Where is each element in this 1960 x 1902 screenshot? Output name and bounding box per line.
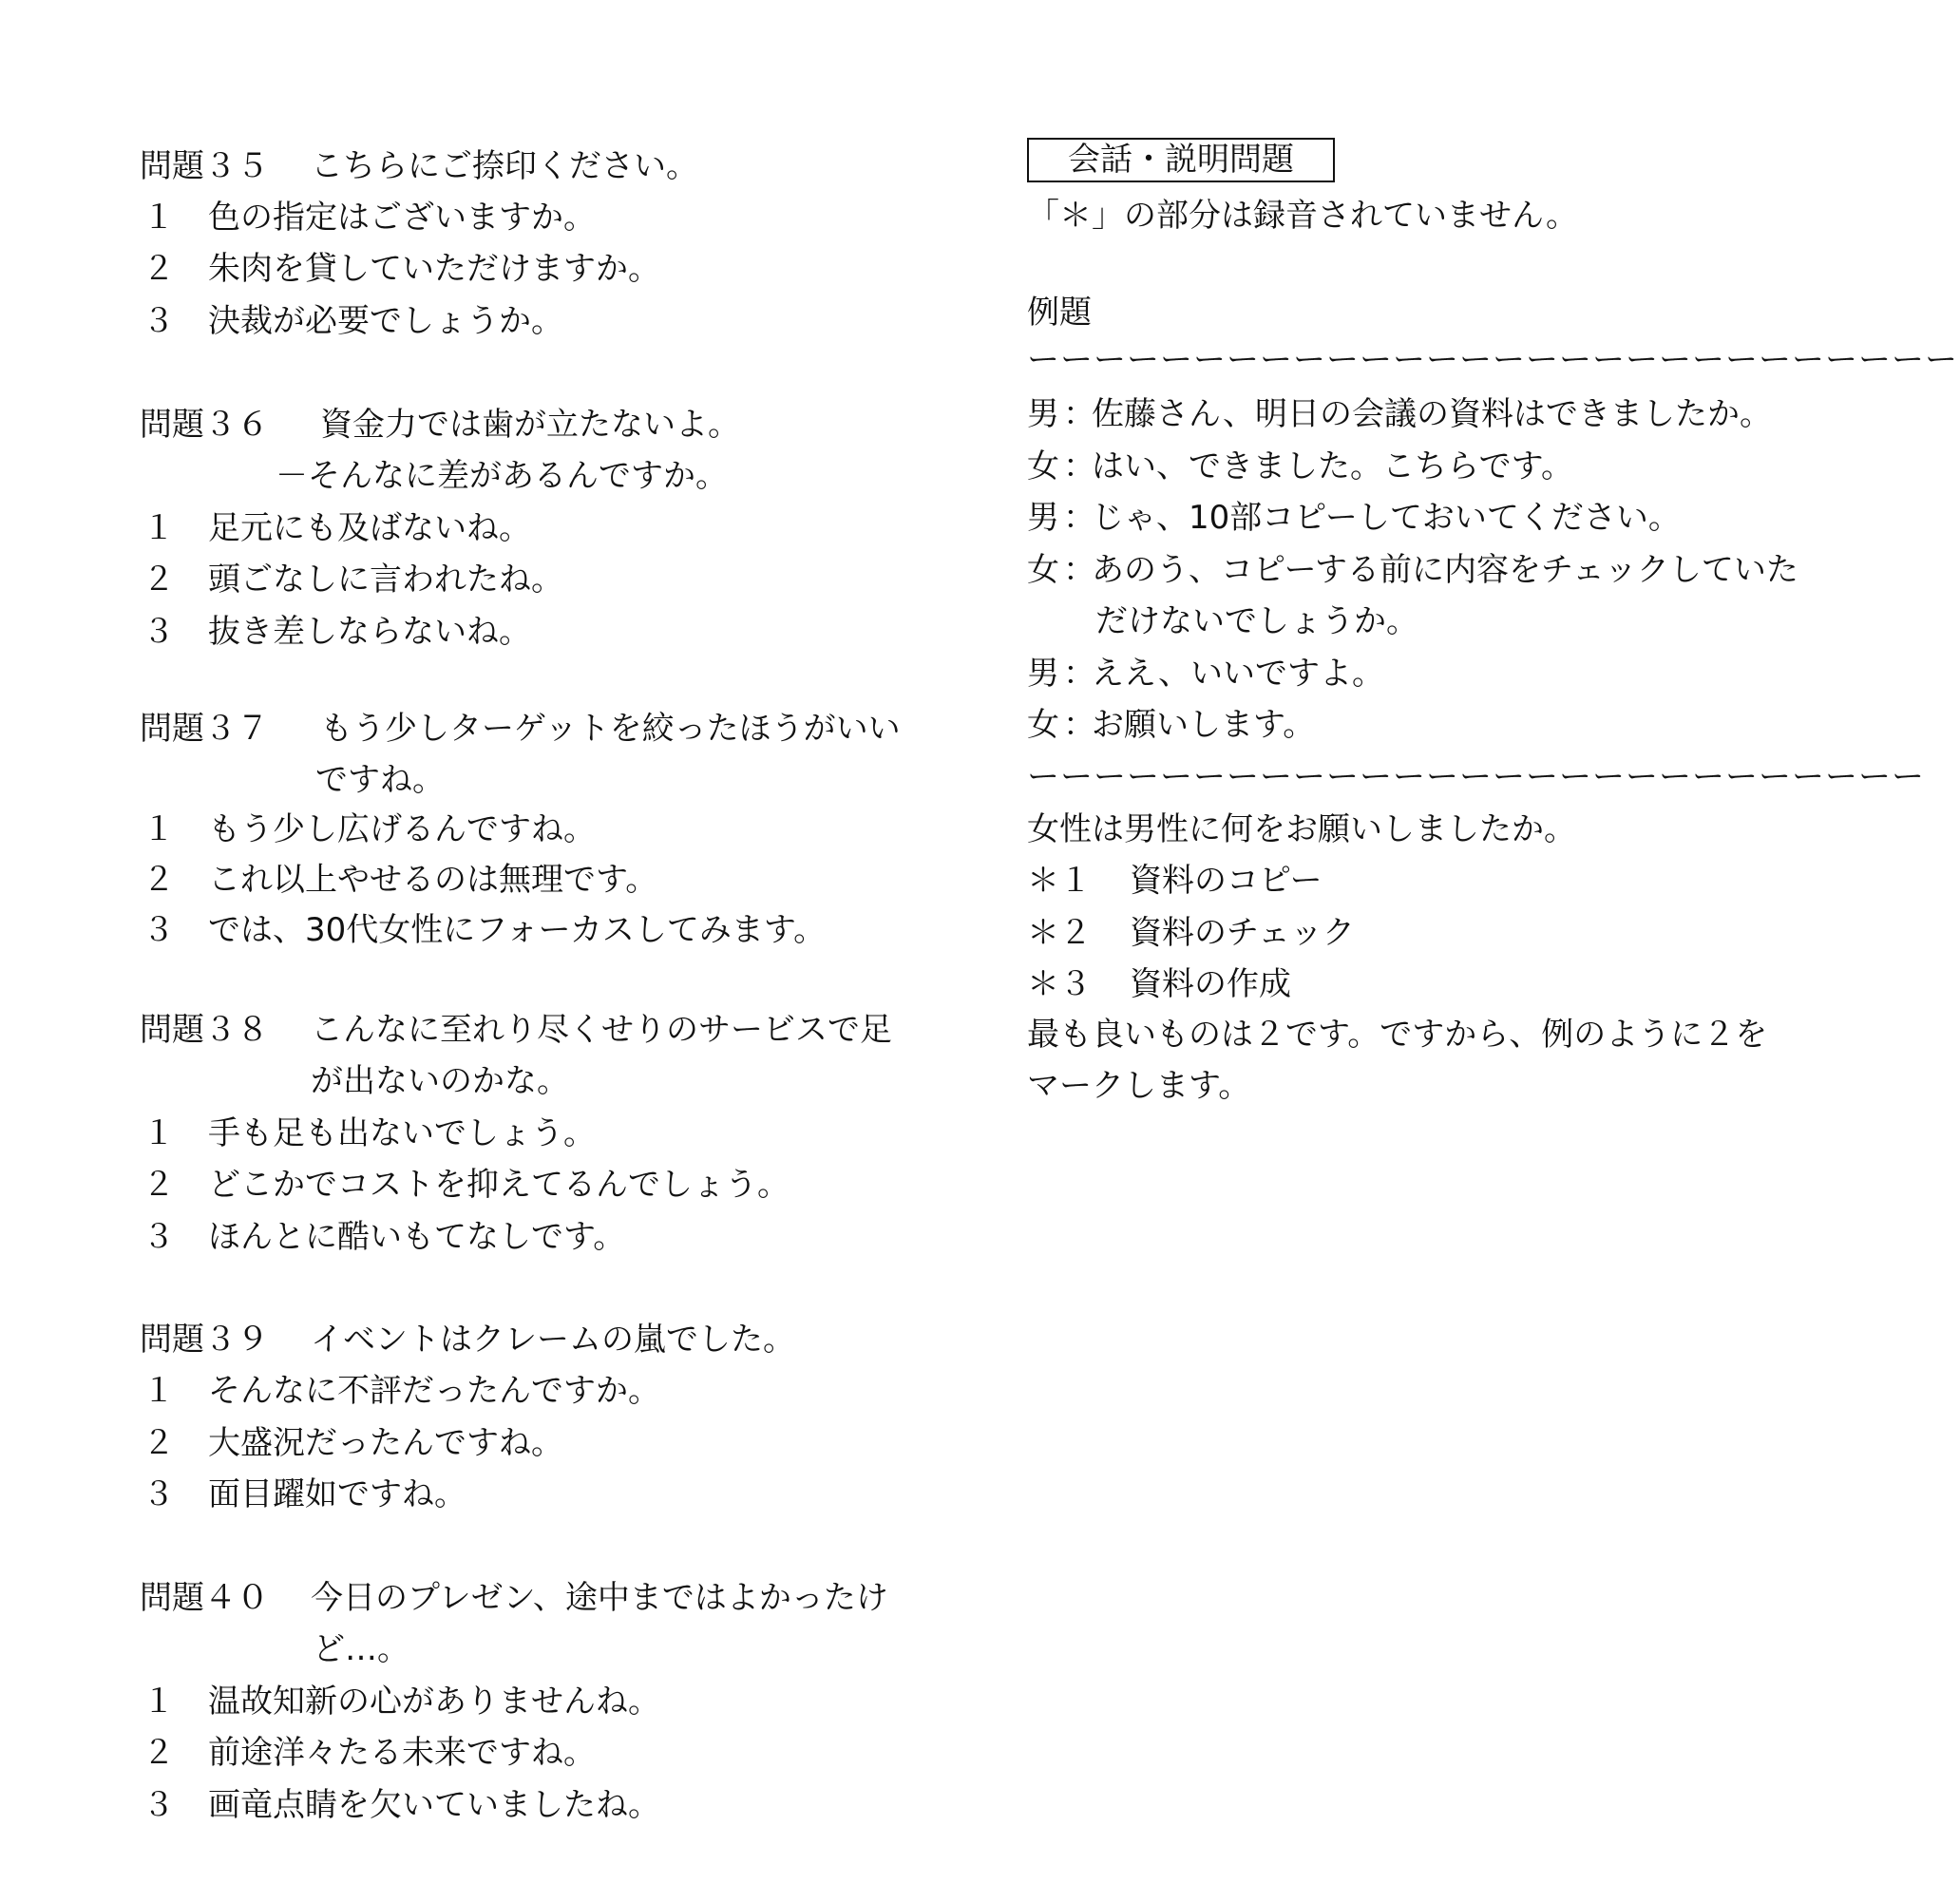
speaker-label: 男 [1027, 655, 1059, 693]
example-question: 女性は男性に何をお願いしましたか。 [1027, 810, 1576, 848]
option-number: ３ [143, 1475, 175, 1513]
option-text: 画竜点睛を欠いていましたね。 [208, 1786, 660, 1824]
explanation-line: 最も良いものは２です。ですから、例のように２を [1027, 1016, 1768, 1054]
question-prompt: もう少しターゲットを絞ったほうがいい [320, 710, 901, 748]
option-number: ２ [143, 861, 175, 899]
prompt-continuation: ですね。 [315, 761, 445, 799]
question-label: 問題４０ [140, 1579, 269, 1617]
option-number: ２ [143, 250, 175, 288]
option-text: そんなに不評だったんですか。 [208, 1372, 660, 1410]
section-title-box: 会話・説明問題 [1027, 138, 1335, 182]
choice-text: 資料のコピー [1130, 862, 1323, 900]
question-prompt: 今日のプレゼン、途中まではよかったけ [311, 1579, 888, 1617]
option-number: ２ [143, 561, 175, 599]
prompt-continuation: ど…。 [313, 1630, 409, 1668]
question-prompt: 資金力では歯が立たないよ。 [320, 406, 740, 444]
divider-top: ーーーーーーーーーーーーーーーーーーーーーーーーーーーー [1027, 341, 1958, 379]
choice-number: ＊２ [1027, 914, 1092, 952]
speaker-label: 女 [1027, 447, 1059, 485]
question-prompt: こちらにご捺印ください。 [311, 147, 698, 185]
dialogue-text: お願いします。 [1092, 706, 1316, 744]
question-label: 問題３５ [140, 147, 269, 185]
question-label: 問題３９ [140, 1321, 269, 1359]
option-text: ほんとに酷いもてなしです。 [208, 1218, 626, 1256]
option-number: １ [143, 1372, 175, 1410]
option-number: １ [143, 1114, 175, 1152]
option-text: 前途洋々たる未来ですね。 [208, 1734, 596, 1772]
choice-text: 資料のチェック [1130, 914, 1355, 952]
dialogue-text: ええ、いいですよ。 [1092, 655, 1385, 693]
question-label: 問題３７ [140, 710, 269, 748]
question-label: 問題３８ [140, 1011, 269, 1049]
speaker-colon: ： [1063, 655, 1095, 693]
option-text: 抜き差しならないね。 [208, 613, 531, 651]
prompt-continuation: が出ないのかな。 [311, 1062, 569, 1100]
dialogue-text: だけないでしょうか。 [1095, 602, 1418, 640]
dialogue-text: はい、できました。こちらです。 [1092, 447, 1573, 485]
example-label: 例題 [1027, 294, 1092, 332]
speaker-label: 男 [1027, 395, 1059, 433]
speaker-label: 女 [1027, 551, 1059, 589]
option-text: もう少し広げるんですね。 [208, 810, 596, 848]
choice-text: 資料の作成 [1130, 965, 1291, 1003]
speaker-colon: ： [1063, 551, 1095, 589]
option-number: ２ [143, 1734, 175, 1772]
option-number: １ [143, 810, 175, 848]
option-text: どこかでコストを抑えてるんでしょう。 [208, 1166, 790, 1204]
speaker-colon: ： [1063, 447, 1095, 485]
option-text: これ以上やせるのは無理です。 [208, 861, 658, 899]
speaker-label: 女 [1027, 706, 1059, 744]
speaker-colon: ： [1063, 706, 1095, 744]
option-text: 色の指定はございますか。 [208, 199, 596, 237]
divider-bottom: ーーーーーーーーーーーーーーーーーーーーーーーーーーー [1027, 758, 1925, 796]
choice-number: ＊１ [1027, 862, 1092, 900]
speaker-label: 男 [1027, 499, 1059, 537]
option-number: ３ [143, 613, 175, 651]
option-text: 温故知新の心がありませんね。 [208, 1683, 660, 1721]
option-text: 頭ごなしに言われたね。 [208, 561, 563, 599]
option-text: 決裁が必要でしょうか。 [208, 302, 563, 340]
explanation-line: マークします。 [1027, 1067, 1251, 1105]
option-text: 大盛況だったんですね。 [208, 1424, 563, 1462]
speaker-colon: ： [1063, 499, 1095, 537]
option-number: ２ [143, 1424, 175, 1462]
option-number: １ [143, 199, 175, 237]
question-prompt: こんなに至れり尽くせりのサービスで足 [311, 1011, 892, 1049]
option-text: 足元にも及ばないね。 [208, 509, 531, 547]
option-number: ３ [143, 302, 175, 340]
option-text: では、30代女性にフォーカスしてみます。 [208, 911, 827, 949]
option-number: ３ [143, 911, 175, 949]
speaker-colon: ： [1063, 395, 1095, 433]
option-number: ３ [143, 1786, 175, 1824]
dialogue-text: じゃ、10部コピーしておいてください。 [1092, 499, 1681, 537]
option-number: １ [143, 509, 175, 547]
dialogue-text: 佐藤さん、明日の会議の資料はできましたか。 [1092, 395, 1773, 433]
option-text: 手も足も出ないでしょう。 [208, 1114, 596, 1152]
option-text: 面目躍如ですね。 [208, 1475, 466, 1513]
reply-text: －そんなに差があるんですか。 [276, 457, 728, 495]
recording-note: 「＊」の部分は録音されていません。 [1027, 197, 1579, 235]
question-label: 問題３６ [140, 406, 269, 444]
option-text: 朱肉を貸していただけますか。 [208, 250, 660, 288]
option-number: ３ [143, 1218, 175, 1256]
option-number: ２ [143, 1166, 175, 1204]
dialogue-text: あのう、コピーする前に内容をチェックしていた [1092, 551, 1798, 589]
option-number: １ [143, 1683, 175, 1721]
question-prompt: イベントはクレームの嵐でした。 [311, 1321, 795, 1359]
choice-number: ＊３ [1027, 965, 1092, 1003]
